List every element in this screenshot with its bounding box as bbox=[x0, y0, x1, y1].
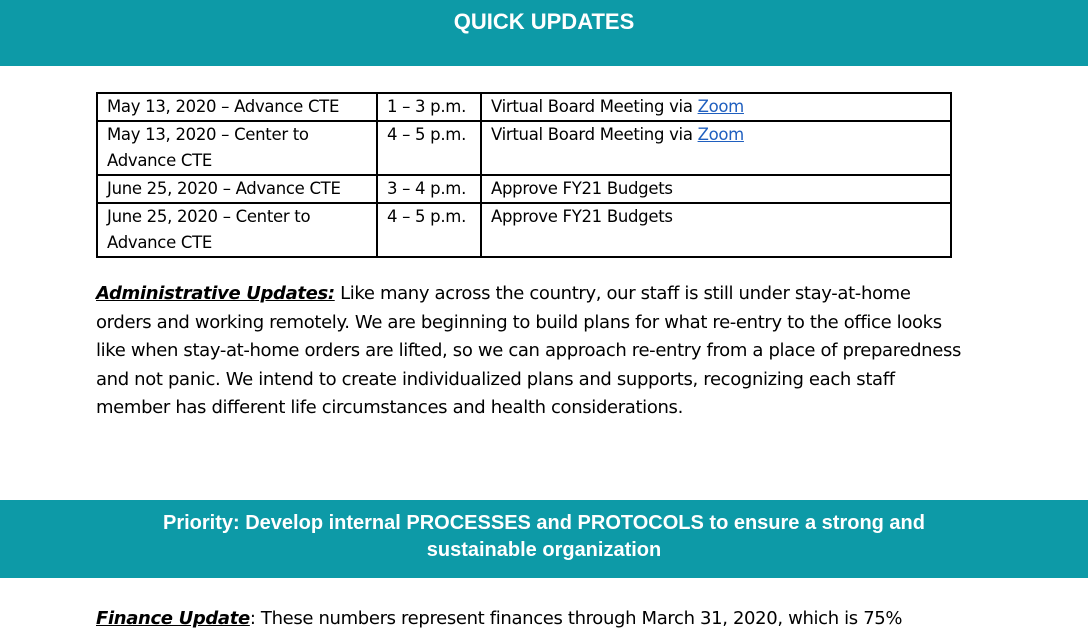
table-row bbox=[97, 93, 951, 121]
finance-update-lead: Finance Update bbox=[96, 608, 250, 629]
time-cell: 1 – 3 p.m. bbox=[377, 93, 481, 121]
zoom-link[interactable]: Zoom bbox=[697, 97, 744, 116]
time-cell: 3 – 4 p.m. bbox=[377, 175, 481, 203]
date-cell bbox=[97, 93, 377, 121]
date-text-continued: Advance CTE bbox=[107, 233, 212, 252]
description-cell bbox=[481, 121, 951, 175]
time-cell: 4 – 5 p.m. bbox=[377, 203, 481, 257]
description-cell bbox=[481, 175, 951, 203]
description-text: Approve FY21 Budgets bbox=[491, 207, 673, 226]
time-cell: 4 – 5 p.m. bbox=[377, 121, 481, 175]
administrative-updates-lead: Administrative Updates: bbox=[96, 283, 335, 304]
priority-heading-line2: sustainable organization bbox=[426, 539, 662, 561]
table-row bbox=[97, 175, 951, 203]
description-cell bbox=[481, 93, 951, 121]
quick-updates-heading: QUICK UPDATES bbox=[453, 9, 635, 34]
description-text: Approve FY21 Budgets bbox=[491, 179, 673, 198]
table-row bbox=[97, 121, 951, 175]
administrative-updates-text: Like many across the country, our staff is still under stay-at-home orders and working remotely. We are beginning to build plans for what re-entry to the office looks like when stay-at-home orders are lifted, so we can approach re-entry from a place of preparedness and not panic. We intend to create individualized plans and supports, recognizing each staff member has different life circumstances and health considerations. bbox=[96, 283, 962, 418]
administrative-updates-paragraph bbox=[96, 280, 966, 423]
date-cell bbox=[97, 175, 377, 203]
date-text: May 13, 2020 – Advance CTE bbox=[107, 97, 340, 116]
date-text: May 13, 2020 – Center to bbox=[107, 125, 309, 144]
priority-banner bbox=[0, 500, 1088, 578]
zoom-link[interactable]: Zoom bbox=[697, 125, 744, 144]
finance-update-paragraph bbox=[96, 605, 966, 630]
date-text: June 25, 2020 – Advance CTE bbox=[107, 179, 341, 198]
finance-update-text: : These numbers represent finances through March 31, 2020, which is 75% bbox=[249, 608, 903, 629]
date-cell bbox=[97, 203, 377, 257]
date-text: June 25, 2020 – Center to bbox=[107, 207, 311, 226]
description-text: Virtual Board Meeting via bbox=[491, 125, 698, 144]
date-cell bbox=[97, 121, 377, 175]
description-cell bbox=[481, 203, 951, 257]
meeting-schedule-table bbox=[96, 92, 952, 258]
date-text-continued: Advance CTE bbox=[107, 151, 212, 170]
priority-heading-line1: Priority: Develop internal PROCESSES and PROTOCOLS to ensure a strong and bbox=[163, 512, 925, 534]
table-row bbox=[97, 203, 951, 257]
quick-updates-banner bbox=[0, 0, 1088, 66]
description-text: Virtual Board Meeting via bbox=[491, 97, 698, 116]
